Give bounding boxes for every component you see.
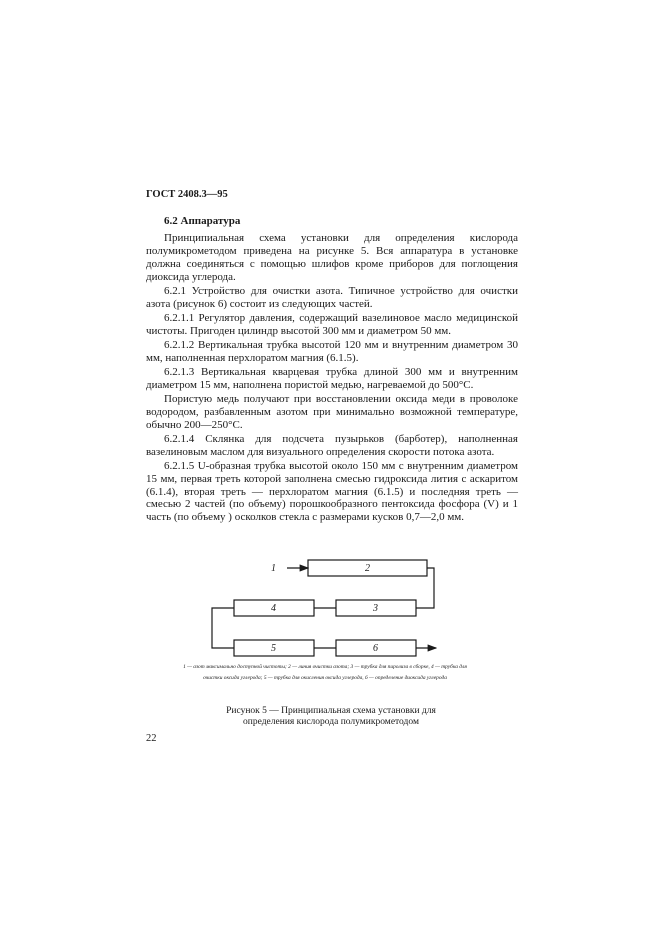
label-block-6: 6 bbox=[373, 643, 378, 654]
connector-2-3 bbox=[416, 568, 434, 608]
block-2 bbox=[308, 560, 427, 576]
document-header: ГОСТ 2408.3—95 bbox=[146, 189, 228, 200]
paragraph: 6.2.1.5 U-образная трубка высотой около 150 мм с внутренним диаметром 15 мм, первая треть которой заполнена смесью гидроксида лития с аскаритом (6.1.4), вторая треть — перхлоратом магния (6.1.5) и последняя треть — смесью 2 частей (по объему) порошкообразного пентоксида фосфора (V) и 1 часть (по объему ) осколков стекла с размерами кусков 0,7—2,0 мм. bbox=[146, 459, 518, 524]
block-3 bbox=[336, 600, 416, 616]
label-block-4: 4 bbox=[271, 603, 276, 614]
block-4 bbox=[234, 600, 314, 616]
paragraph: 6.2.1.1 Регулятор давления, содержащий вазелиновое масло медицинской чистоты. Пригоден цилиндр высотой 300 мм и диаметром 50 мм. bbox=[146, 311, 518, 337]
page-number: 22 bbox=[146, 733, 157, 744]
paragraph: 6.2.1.3 Вертикальная кварцевая трубка длиной 300 мм и внутренним диаметром 15 мм, наполнена пористой медью, нагреваемой до 500°С. bbox=[146, 365, 518, 391]
label-block-5: 5 bbox=[271, 643, 276, 654]
section-title: 6.2 Аппаратура bbox=[164, 215, 241, 227]
paragraph: Пористую медь получают при восстановлении оксида меди в проволоке водородом, разбавленным азотом при минимально возможной температуре, обычно 200—250°С. bbox=[146, 392, 518, 431]
paragraph: 6.2.1.2 Вертикальная трубка высотой 120 мм и внутренним диаметром 30 мм, наполненная перхлоратом магния (6.1.5). bbox=[146, 338, 518, 364]
label-block-2: 2 bbox=[365, 563, 370, 574]
paragraph: 6.2.1.4 Склянка для подсчета пузырьков (барботер), наполненная вазелиновым маслом для визуального определения скорости потока азота. bbox=[146, 432, 518, 458]
figure-title: Рисунок 5 — Принципиальная схема установки для определения кислорода полумикрометодом bbox=[226, 706, 436, 727]
label-input: 1 bbox=[271, 563, 276, 574]
paragraph: 6.2.1 Устройство для очистки азота. Типичное устройство для очистки азота (рисунок 6) состоит из следующих частей. bbox=[146, 284, 518, 310]
figure-legend: 1 — азот максимально доступной чистоты; 2 — линия очистки азота; 3 — трубка для пиролиза в сборке, 4 — трубка для очистки оксида углерода; 5 — трубка для окисления оксида углерода, 6 — определение диоксида углерода bbox=[183, 664, 467, 681]
paragraph: Принципиальная схема установки для определения кислорода полумикрометодом приведена на рисунке 5. Вся аппаратура в установке должна соединяться с помощью шлифов кроме приборов для поглощения диоксида углерода. bbox=[146, 232, 518, 283]
block-6 bbox=[336, 640, 416, 656]
connector-4-5 bbox=[212, 608, 234, 648]
label-block-3: 3 bbox=[373, 603, 378, 614]
block-5 bbox=[234, 640, 314, 656]
body-text bbox=[146, 232, 518, 525]
